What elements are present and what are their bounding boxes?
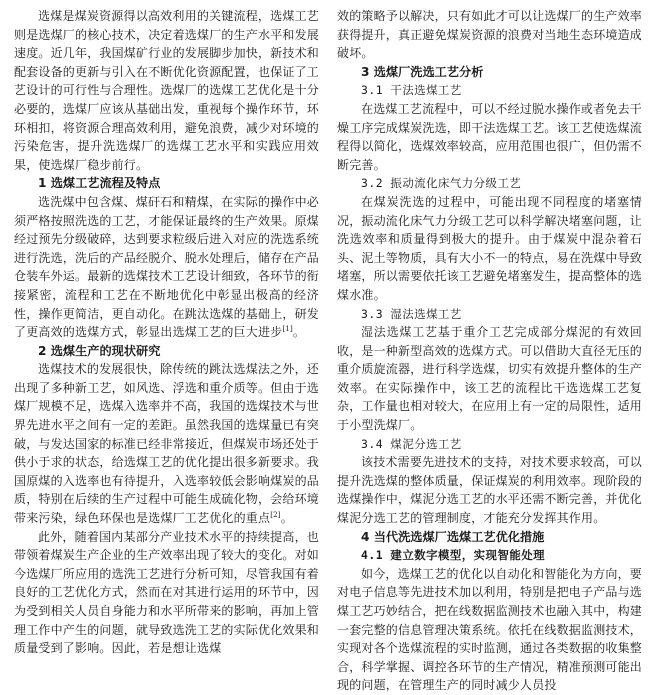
status-text: 选煤技术的发展很快，除传统的跳汰选煤法之外，还出现了多种新工艺，如风选、浮选和重介质等。但由于选煤厂规模不足，选煤入选率并不高，我国的选煤技术与世界先进水平之间有一定的差距。虽然我国的选煤量已有突破，与发达国家的标准已经非常接近，但煤炭市场还处于供小于求的状态，给选煤工艺的优化提出很多新要求。我国原煤的入选率也有待提升，入选率较低会影响煤炭的品质，特别在后续的生产过程中可能生成硫化物，会给环境带来污染，绿色环保也是选煤厂工艺优化的重点 [14,362,320,526]
subsection-heading-3-2: 3.2 振动流化床气力分级工艺 [361,176,522,191]
right-paragraph-continued: 效的策略予以解决，只有如此才可以让选煤厂的生产效率获得提升，真正避免煤炭资源的浪费对当地生态环境造成破坏。 [337,9,643,61]
paragraph-vibrating-bed: 在煤炭洗选的过程中，可能出现不同程度的堵塞情况，振动流化床气力分级工艺可以科学解决堵塞问题，让洗选效率和质量得到极大的提升。由于煤炭中混杂着石头、泥土等物质，具有大小不一的特点，易在洗煤中导致堵塞，所以需要依托该工艺避免堵塞发生，提高整体的选煤水准。 [337,194,643,302]
right-column [337,7,642,695]
section-heading-2: 2 选煤生产的现状研究 [38,343,161,358]
paragraph-digital-model: 如今，选煤工艺的优化以自动化和智能化为方向，要对电子信息等先进技术加以利用，特别是把电子产品与选煤工艺巧妙结合，把在线数据监测技术也融入其中，构建一套完整的信息管理决策系统。依托在线数据监测技术，实现对各个选煤流程的实时监测，通过各类数据的收集整合，科学掌握、调控各环节的生产情况，精准预测可能出现的问题，在管理生产的同时减少人员投 [337,566,643,693]
subsection-heading-4-1: 4.1 建立数字模型，实现智能处理 [361,548,546,563]
paragraph-wet-process: 湿法选煤工艺基于重介工艺完成部分煤泥的有效回收，是一种新型高效的选煤方式。可以借助大直径无压的重介质旋流器，进行科学选煤，切实有效提升整体的生产效率。在实际操作中，该工艺的流程比干选选煤工艺复杂，工作量也相对较大，在应用上有一定的局限性，适用于小型洗煤厂。 [337,325,643,433]
left-paragraph-process: 选洗煤中包含煤、煤矸石和精煤，在实际的操作中必须严格按照洗选的工艺，才能保证最终的生产效果。原煤经过预先分级破碎，达到要求粒级后进入对应的洗选系统进行洗选，洗后的产品经脱介、脱水处理后，储存在产品仓装车外运。最新的选煤技术工艺设计细致，各环节的衔接紧密，流程和工艺在不断地优化中彰显出极高的经济性，操作更简洁，更自动化。在跳汰选煤的基础上，研发了更高效的选煤方式，彰显出选煤工艺的巨大进步[1]。 [14,194,320,340]
section-heading-4: 4 当代洗选煤厂选煤工艺优化措施 [361,529,545,544]
section-heading-1: 1 选煤工艺流程及特点 [38,176,161,191]
left-column [14,7,319,658]
citation-ref-2: [2] [270,511,281,520]
paragraph-slime-separation: 该技术需要先进技术的支持，对技术要求较高，可以提升洗选煤的整体质量，保证煤炭的利用效率。现阶段的选煤操作中，煤泥分选工艺的水平还需不断完善，并优化煤泥分选工艺的管理制度，才能充分发挥其作用。 [337,455,643,526]
paragraph-dry-process: 在选煤工艺流程中，可以不经过脱水操作或者免去干燥工序完成煤炭洗选，即干法选煤工艺。该工艺使选煤流程得以简化，选煤效率较高，应用范围也很广，但仍需不断完善。 [337,101,643,172]
left-paragraph-further: 此外，随着国内某部分产业技术水平的持续提高，也带领着煤炭生产企业的生产效率出现了较大的变化。对如今选煤厂所应用的选洗工艺进行分析可知，尽管我国有着良好的工艺优化方式，然而在对其进行运用的环节中，因为受到相关人员自身能力和水平所带来的影响，再加上管理工作中产生的问题，就导致选洗工艺的实际优化效果和质量受到了影响。因此，若是想让选煤 [14,529,320,656]
left-paragraph-status: 选煤技术的发展很快，除传统的跳汰选煤法之外，还出现了多种新工艺，如风选、浮选和重介质等。但由于选煤厂规模不足，选煤入选率并不高，我国的选煤技术与世界先进水平之间有一定的差距。虽然我国的选煤量已有突破，与发达国家的标准已经非常接近，但煤炭市场还处于供小于求的状态，给选煤工艺的优化提出很多新要求。我国原煤的入选率也有待提升，入选率较低会影响煤炭的品质，特别在后续的生产过程中可能生成硫化物，会给环境带来污染，绿色环保也是选煤厂工艺优化的重点[2]。 [14,362,320,526]
citation-ref-1: [1] [282,325,293,334]
left-paragraph-intro: 选煤是煤炭资源得以高效利用的关键流程，选煤工艺则是选煤厂的核心技术，决定着选煤厂的生产水平和发展速度。近几年，我国煤矿行业的发展脚步加快，新技术和配套设备的更新与引入在不断优化资源配置，也保证了工艺设计的可行性与合理性。选煤厂的选煤工艺优化是十分必要的，选煤厂应该从基础出发，重视每个操作环节，环环相扣，将资源合理高效利用，避免浪费，减少对环境的污染危害，提升洗选煤厂的选煤工艺水平和实践应用效果，使选煤厂稳步前行。 [14,9,320,172]
subsection-heading-3-4: 3.4 煤泥分选工艺 [361,436,462,451]
subsection-heading-3-3: 3.3 湿法选煤工艺 [361,306,462,321]
process-text: 选洗煤中包含煤、煤矸石和精煤，在实际的操作中必须严格按照洗选的工艺，才能保证最终的生产效果。原煤经过预先分级破碎，达到要求粒级后进入对应的洗选系统进行洗选，洗后的产品经脱介、脱水处理后，储存在产品仓装车外运。最新的选煤技术工艺设计细致，各环节的衔接紧密，流程和工艺在不断地优化中彰显出极高的经济性，操作更简洁，更自动化。在跳汰选煤的基础上，研发了更高效的选煤方式，彰显出选煤工艺的巨大进步 [14,194,320,340]
section-heading-3: 3 选煤厂洗选工艺分析 [361,64,484,79]
subsection-heading-3-1: 3.1 干法选煤工艺 [361,83,462,98]
